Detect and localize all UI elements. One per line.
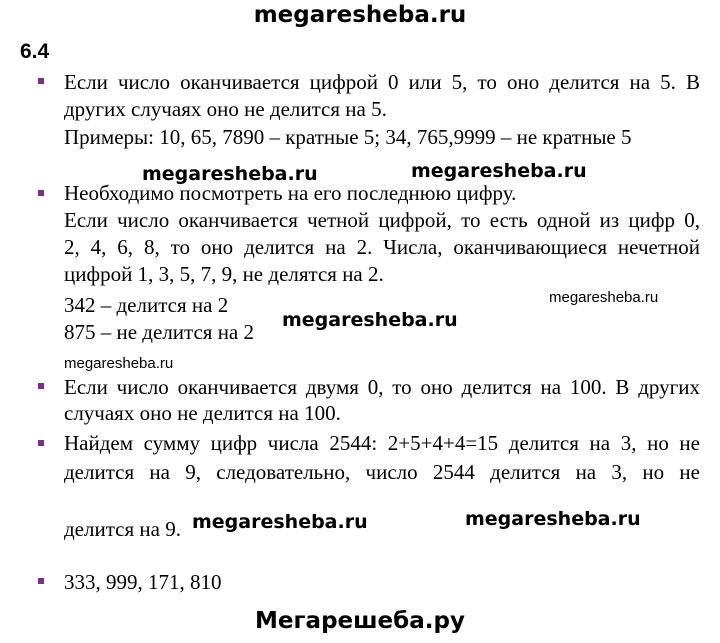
watermark: megaresheba.ru [192,511,368,533]
watermark: megaresheba.ru [142,163,318,185]
item-4-line-1: Найдем сумму цифр числа 2544: 2+5+4+4=15 делится на 3, но не [64,431,700,455]
watermark: megaresheba.ru [64,355,174,372]
bullet-marker [38,78,44,84]
bullet-marker [38,383,44,389]
item-1-line-2: других случаях оно не делится на 5. [64,97,387,121]
site-footer: Мегарешеба.ру [255,608,465,634]
bullet-marker [38,440,44,446]
section-number: 6.4 [20,40,50,63]
item-4-line-2: делится на 9, следовательно, число 2544 делится на 3, но не [64,460,700,484]
item-2-line-5: 342 – делится на 2 [64,293,229,317]
watermark: megaresheba.ru [282,309,458,331]
watermark: megaresheba.ru [411,160,587,182]
item-2-line-4: цифрой 1, 3, 5, 7, 9, не делятся на 2. [64,262,384,286]
item-2-line-2: Если число оканчивается четной цифрой, то есть одной из цифр 0, [64,208,700,232]
site-header: megaresheba.ru [253,2,467,28]
bullet-marker [38,578,44,584]
item-2-line-3: 2, 4, 6, 8, то оно делится на 2. Числа, оканчивающиеся нечетной [64,235,700,259]
item-2-line-6: 875 – не делится на 2 [64,320,255,344]
item-1-line-1: Если число оканчивается цифрой 0 или 5, то оно делится на 5. В [64,70,700,94]
item-4-line-3: делится на 9. [64,517,181,541]
item-2-line-1: Необходимо посмотреть на его последнюю цифру. [64,181,517,205]
item-5-line-1: 333, 999, 171, 810 [64,570,222,594]
watermark: megaresheba.ru [465,508,641,530]
item-3-line-1: Если число оканчивается двумя 0, то оно делится на 100. В других [64,375,700,399]
item-3-line-2: случаях оно не делится на 100. [64,401,341,425]
item-1-line-3: Примеры: 10, 65, 7890 – кратные 5; 34, 765,9999 – не кратные 5 [64,125,632,149]
watermark: megaresheba.ru [549,289,659,306]
bullet-marker [38,190,44,196]
